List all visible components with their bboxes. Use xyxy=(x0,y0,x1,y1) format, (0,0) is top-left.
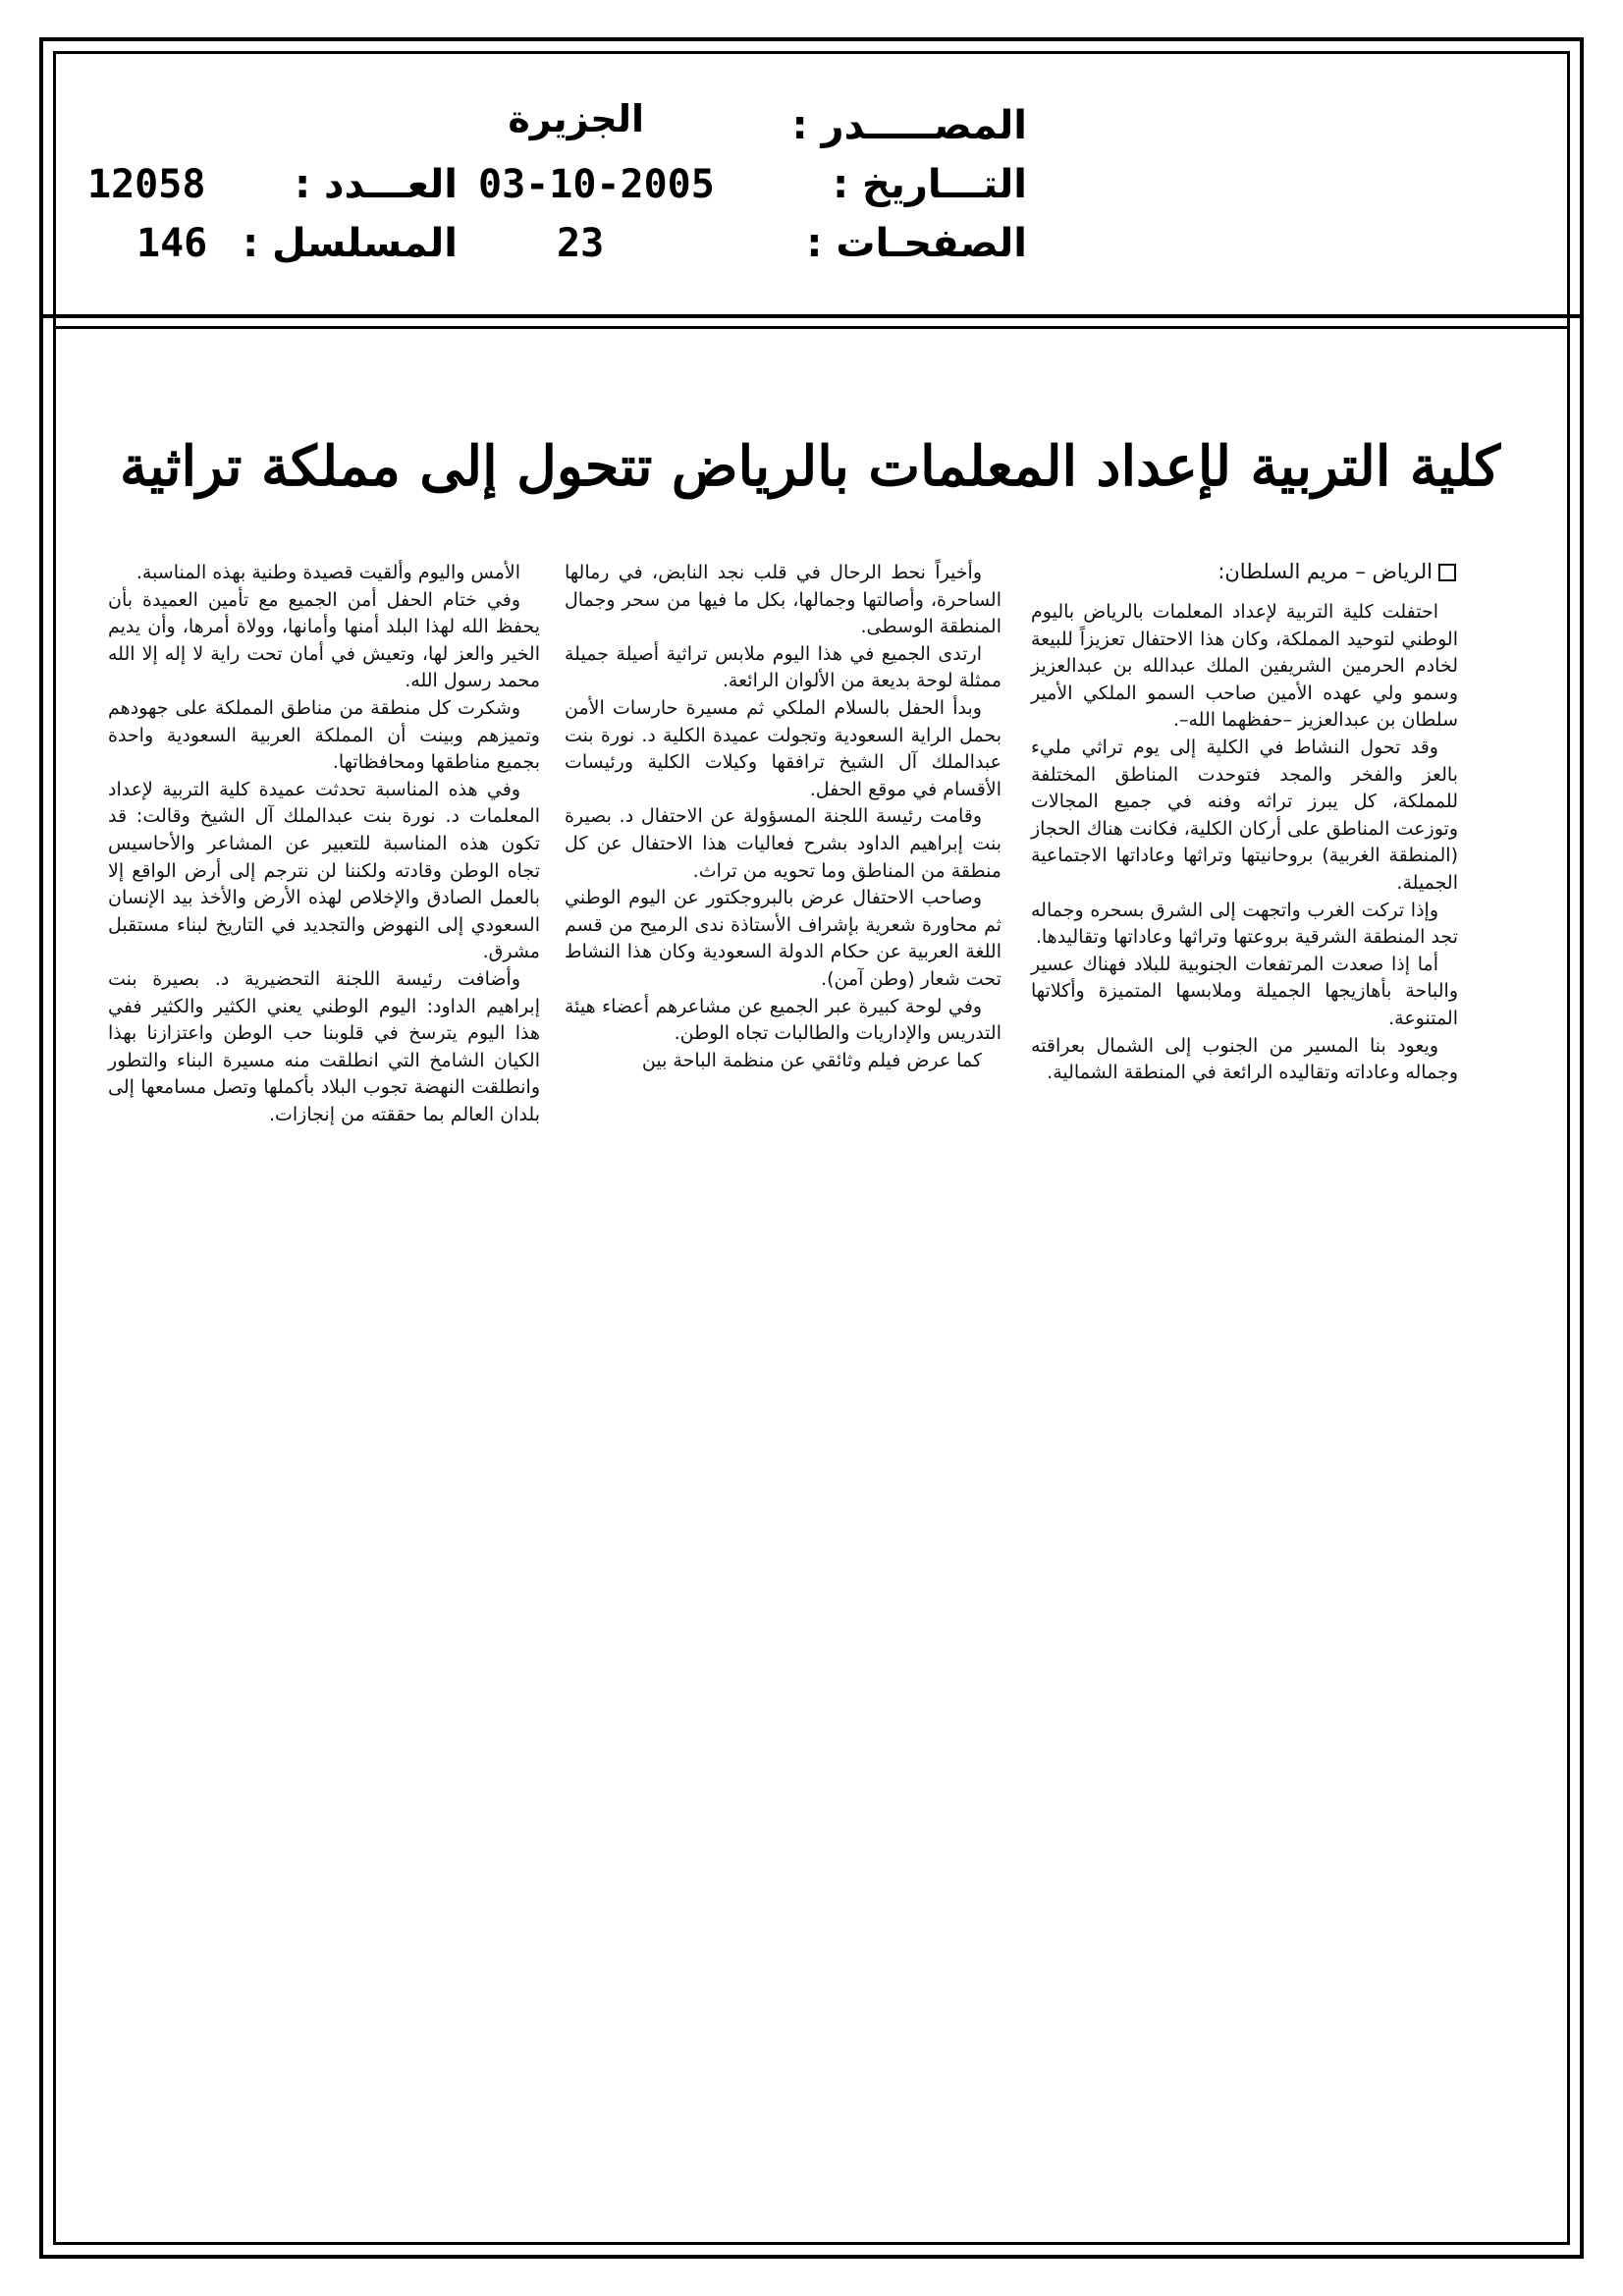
paragraph: ويعود بنا المسير من الجنوب إلى الشمال بعراقته وجماله وعاداته وتقاليده الرائعة في المنطقة الشمالية. xyxy=(1031,1034,1458,1084)
paragraph: احتفلت كلية التربية لإعداد المعلمات بالرياض باليوم الوطني لتوحيد المملكة، وكان هذا الاحتفال تعزيزاً للبيعة لخادم الحرمين الشريفين الملك عبدالله بن عبدالعزيز وسمو ولي عهده الأمين صاحب السمو الملكي الأمير سلطان بن عبدالعزيز –حفظهما الله–. xyxy=(1031,601,1458,732)
paragraph: وفي ختام الحفل أمن الجميع مع تأمين العميدة بأن يحفظ الله لهذا البلد أمنها وأمانها، وولاة أمرها، وأن يديم الخير والعز لها، وتعيش في أمان تحت راية لا إله إلا الله محمد رسول الله. xyxy=(108,588,540,692)
serial-label: المسلسل : xyxy=(243,221,458,266)
header-divider-inner xyxy=(55,326,1568,329)
source-value: الجزيرة xyxy=(508,97,644,140)
issue-value: 12058 xyxy=(87,162,206,207)
article-column-3 xyxy=(108,560,540,1128)
article-column-2 xyxy=(565,560,1001,1074)
paragraph: وقامت رئيسة اللجنة المسؤولة عن الاحتفال د. بصيرة بنت إبراهيم الداود بشرح فعاليات هذا الاحتفال عن كل منطقة من المناطق وما تحويه من تراث. xyxy=(565,805,1001,882)
paragraph: وقد تحول النشاط في الكلية إلى يوم تراثي مليء بالعز والفخر والمجد فتوحدت المناطق المختلفة للمملكة، كل يبرز تراثه وفنه في جميع المجالات وتوزعت المناطق على أركان الكلية، فكانت هناك الحجاز (المنطقة الغربية) بروحانيتها وتراثها وعاداتها الاجتماعية الجميلة. xyxy=(1031,736,1458,894)
issue-label: العـــدد : xyxy=(295,162,458,207)
pages-label: الصفحـات : xyxy=(806,221,1027,266)
paragraph: وفي لوحة كبيرة عبر الجميع عن مشاعرهم أعضاء هيئة التدريس والإداريات والطالبات تجاه الوطن. xyxy=(565,995,1001,1045)
paragraph: وإذا تركت الغرب واتجهت إلى الشرق بسحره وجماله تجد المنطقة الشرقية بروعتها وتراثها وعاداتها وتقاليدها. xyxy=(1031,899,1458,949)
source-label: المصـــــدر : xyxy=(791,103,1027,148)
paragraph: وشكرت كل منطقة من مناطق المملكة على جهودهم وتميزهم وبينت أن المملكة العربية السعودية واحدة بجميع مناطقها ومحافظاتها. xyxy=(108,696,540,774)
paragraph: وأخيراً نحط الرحال في قلب نجد النابض، في رمالها الساحرة، وأصالتها وجمالها، بكل ما فيها من سحر وجمال المنطقة الوسطى. xyxy=(565,562,1001,638)
date-label: التـــاريخ : xyxy=(833,162,1027,207)
paragraph: الأمس واليوم وألقيت قصيدة وطنية بهذه المناسبة. xyxy=(135,562,520,583)
paragraph: ارتدى الجميع في هذا اليوم ملابس تراثية أصيلة جميلة ممثلة لوحة بديعة من الألوان الرائعة. xyxy=(565,642,1001,692)
page-inner-frame xyxy=(53,51,1570,2245)
article-headline: كلية التربية لإعداد المعلمات بالرياض تتحول إلى مملكة تراثية xyxy=(119,434,1501,499)
clipping-header xyxy=(56,54,1567,317)
paragraph: وصاحب الاحتفال عرض بالبروجكتور عن اليوم الوطني ثم محاورة شعرية بإشراف الأستاذة ندى الرميح من قسم اللغة العربية عن حكام الدولة السعودية وكان هذا النشاط تحت شعار (وطن آمن). xyxy=(565,887,1001,990)
header-divider xyxy=(43,314,1580,318)
paragraph: كما عرض فيلم وثائقي عن منظمة الباحة بين xyxy=(641,1049,982,1071)
article-column-1 xyxy=(1031,599,1458,1087)
paragraph: أما إذا صعدت المرتفعات الجنوبية للبلاد فهناك عسير والباحة بأهازيجها الجميلة وملابسها المتميزة وأكلاتها المتنوعة. xyxy=(1031,953,1458,1029)
date-value: 03-10-2005 xyxy=(478,162,715,207)
paragraph: وفي هذه المناسبة تحدثت عميدة كلية التربية لإعداد المعلمات د. نورة بنت عبدالملك آل الشيخ وقالت: قد تكون هذه المناسبة للتعبير عن المشاعر والأحاسيس تجاه الوطن وقادته ولكننا لن نترجم إلى أرض الواقع إلا بالعمل الصادق والإخلاص لهذه الأرض والأخذ بيد الإنسان السعودي إلى النهوض والتجديد في التاريخ لبناء مستقبل مشرق. xyxy=(108,778,540,963)
byline-square-icon xyxy=(1438,564,1456,581)
paragraph: وأضافت رئيسة اللجنة التحضيرية د. بصيرة بنت إبراهيم الداود: اليوم الوطني يعني الكثير والكثير ففي هذا اليوم يترسخ في قلوبنا حب الوطن واعتزازنا بهذا الكيان الشامخ التي انطلقت منه مسيرة البناء والتطور وانطلقت النهضة تجوب البلاد بأكملها وتصل مسامعها إلى بلدان العالم بما حققته من إنجازات. xyxy=(108,967,540,1125)
article-byline xyxy=(1217,560,1456,583)
pages-value: 23 xyxy=(557,221,605,266)
paragraph: وبدأ الحفل بالسلام الملكي ثم مسيرة حارسات الأمن بحمل الراية السعودية وتجولت عميدة الكلية د. نورة بنت عبدالملك آل الشيخ ترافقها وكيلات الكلية ورئيسات الأقسام في موقع الحفل. xyxy=(565,696,1001,800)
serial-value: 146 xyxy=(136,221,208,266)
byline-text: الرياض – مريم السلطان: xyxy=(1217,560,1433,583)
